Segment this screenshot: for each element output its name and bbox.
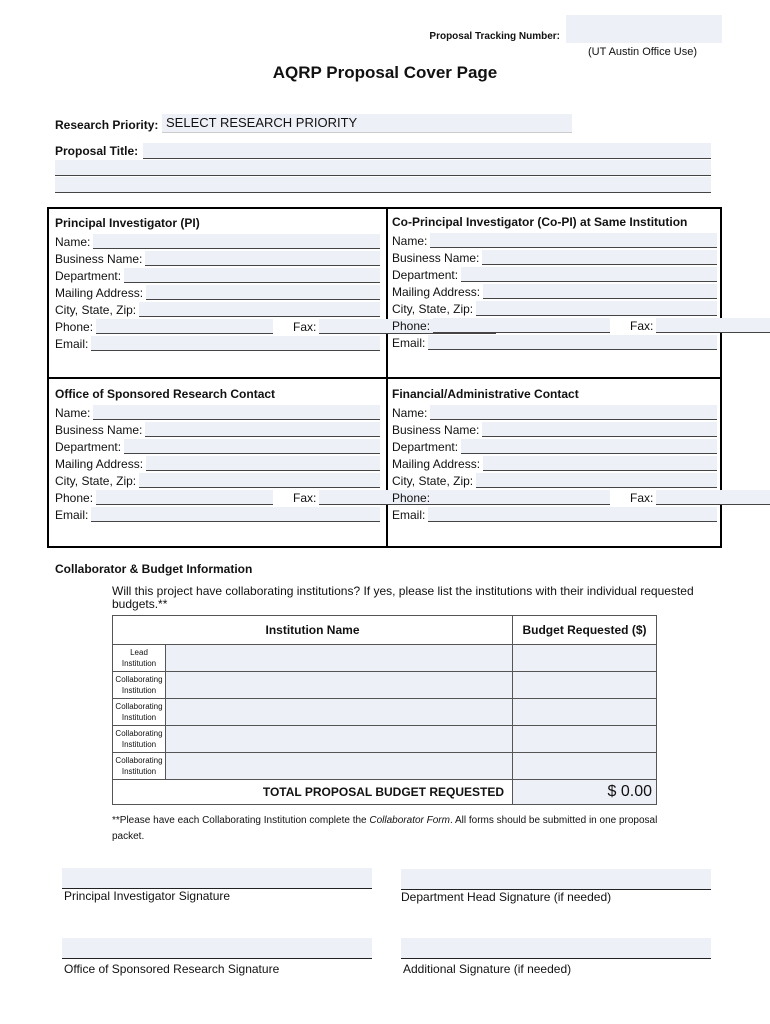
research-priority-select[interactable]: SELECT RESEARCH PRIORITY	[162, 114, 572, 133]
osr-signature-field[interactable]	[62, 938, 372, 958]
table-row	[113, 672, 657, 699]
dept-head-signature-label: Department Head Signature (if needed)	[401, 890, 612, 904]
fin-box	[392, 386, 717, 522]
fin-department-row	[392, 437, 717, 454]
osr-box-title: Office of Sponsored Research Contact	[55, 387, 276, 401]
pi-department-input[interactable]	[124, 268, 380, 283]
research-priority-label: Research Priority:	[55, 118, 159, 132]
institution-name-cell[interactable]	[166, 645, 513, 672]
table-row	[113, 726, 657, 753]
pi-email-row	[55, 334, 380, 351]
fin-business-label: Business Name:	[392, 423, 480, 437]
pi-business-row	[55, 249, 380, 266]
budget-cell[interactable]	[513, 699, 657, 726]
osr-business-label: Business Name:	[55, 423, 143, 437]
tracking-number-input[interactable]	[566, 15, 722, 43]
proposal-title-label: Proposal Title:	[55, 144, 139, 158]
pi-phone-label: Phone:	[55, 320, 94, 334]
copi-name-label: Name:	[392, 234, 428, 248]
fin-name-label: Name:	[392, 406, 428, 420]
fin-email-row	[392, 505, 717, 522]
budget-requested-header: Budget Requested ($)	[513, 616, 657, 645]
osr-city-row	[55, 471, 380, 488]
fin-phone-row	[392, 488, 717, 505]
copi-name-row	[392, 231, 717, 248]
osr-email-input[interactable]	[91, 507, 380, 522]
copi-phone-label: Phone:	[392, 319, 431, 333]
fin-email-input[interactable]	[428, 507, 717, 522]
pi-phone-input[interactable]	[96, 319, 273, 334]
institution-row-label: Collaborating Institution	[113, 726, 166, 753]
budget-cell[interactable]	[513, 726, 657, 753]
page-title: AQRP Proposal Cover Page	[272, 63, 498, 82]
fin-fax-input[interactable]	[656, 490, 770, 505]
pi-signature-label: Principal Investigator Signature	[64, 889, 231, 903]
osr-email-row	[55, 505, 380, 522]
contact-grid	[47, 207, 722, 548]
copi-email-label: Email:	[392, 336, 426, 350]
proposal-title-line-2[interactable]	[55, 160, 711, 176]
fin-address-label: Mailing Address:	[392, 457, 481, 471]
copi-department-input[interactable]	[461, 267, 717, 282]
pi-signature-field[interactable]	[62, 868, 372, 888]
fin-business-row	[392, 420, 717, 437]
total-budget-value: $ 0.00	[513, 780, 657, 805]
fin-city-row	[392, 471, 717, 488]
osr-box	[55, 386, 380, 522]
office-use-note: (UT Austin Office Use)	[588, 46, 698, 58]
additional-signature-field[interactable]	[401, 938, 711, 958]
institution-name-header: Institution Name	[113, 616, 513, 645]
copi-fax-label: Fax:	[630, 319, 654, 333]
pi-box	[55, 215, 380, 351]
additional-signature-label: Additional Signature (if needed)	[403, 962, 572, 976]
fin-city-label: City, State, Zip:	[392, 474, 474, 488]
fin-email-label: Email:	[392, 508, 426, 522]
pi-city-label: City, State, Zip:	[55, 303, 137, 317]
copi-business-input[interactable]	[482, 250, 717, 265]
osr-address-label: Mailing Address:	[55, 457, 144, 471]
additional-signature-line	[401, 958, 711, 959]
copi-address-input[interactable]	[483, 284, 717, 299]
proposal-title-line-3[interactable]	[55, 177, 711, 193]
table-row	[113, 753, 657, 780]
osr-phone-input[interactable]	[96, 490, 273, 505]
pi-name-row	[55, 232, 380, 249]
copi-name-input[interactable]	[430, 233, 717, 248]
grid-horizontal-divider	[49, 377, 720, 379]
pi-address-label: Mailing Address:	[55, 286, 144, 300]
copi-city-row	[392, 299, 717, 316]
osr-address-row	[55, 454, 380, 471]
institution-row-label: Collaborating Institution	[113, 672, 166, 699]
osr-department-row	[55, 437, 380, 454]
fin-address-input[interactable]	[483, 456, 717, 471]
total-row	[113, 780, 657, 805]
osr-name-input[interactable]	[93, 405, 380, 420]
fin-city-input[interactable]	[476, 473, 717, 488]
budget-header-row	[113, 616, 657, 645]
pi-department-label: Department:	[55, 269, 122, 283]
collaborator-heading: Collaborator & Budget Information	[55, 562, 253, 576]
pi-email-label: Email:	[55, 337, 89, 351]
osr-signature-label: Office of Sponsored Research Signature	[64, 962, 280, 976]
copi-address-label: Mailing Address:	[392, 285, 481, 299]
total-budget-label: TOTAL PROPOSAL BUDGET REQUESTED	[113, 780, 513, 805]
fin-address-row	[392, 454, 717, 471]
fin-department-input[interactable]	[461, 439, 717, 454]
institution-name-cell[interactable]	[166, 753, 513, 780]
copi-business-label: Business Name:	[392, 251, 480, 265]
dept-head-signature-field[interactable]	[401, 869, 711, 889]
osr-business-row	[55, 420, 380, 437]
osr-address-input[interactable]	[146, 456, 380, 471]
budget-cell[interactable]	[513, 645, 657, 672]
pi-box-title: Principal Investigator (PI)	[55, 216, 200, 230]
pi-business-input[interactable]	[145, 251, 380, 266]
footnote-text-after: . All forms should be submitted in one proposal packet.	[112, 815, 658, 842]
osr-signature-line	[62, 958, 372, 959]
copi-box-title: Co-Principal Investigator (Co-PI) at Same Institution	[392, 215, 688, 229]
copi-department-row	[392, 265, 717, 282]
institution-name-cell[interactable]	[166, 672, 513, 699]
copi-city-input[interactable]	[476, 301, 717, 316]
osr-email-label: Email:	[55, 508, 89, 522]
fin-name-row	[392, 403, 717, 420]
budget-cell[interactable]	[513, 753, 657, 780]
pi-phone-row	[55, 317, 380, 334]
pi-address-row	[55, 283, 380, 300]
osr-city-label: City, State, Zip:	[55, 474, 137, 488]
budget-cell[interactable]	[513, 672, 657, 699]
fin-business-input[interactable]	[482, 422, 717, 437]
footnote-text-before: **Please have each Collaborating Institution complete the	[112, 815, 370, 826]
copi-email-row	[392, 333, 717, 350]
institution-name-cell[interactable]	[166, 726, 513, 753]
budget-table	[112, 615, 657, 805]
copi-department-label: Department:	[392, 268, 459, 282]
copi-box	[392, 214, 717, 350]
pi-city-input[interactable]	[139, 302, 380, 317]
pi-fax-label: Fax:	[293, 320, 317, 334]
fin-phone-input[interactable]	[433, 490, 610, 505]
proposal-title-line-1[interactable]	[143, 143, 711, 159]
osr-phone-row	[55, 488, 380, 505]
institution-row-label: Lead Institution	[113, 645, 166, 672]
institution-row-label: Collaborating Institution	[113, 753, 166, 780]
pi-address-input[interactable]	[146, 285, 380, 300]
pi-business-label: Business Name:	[55, 252, 143, 266]
osr-city-input[interactable]	[139, 473, 380, 488]
fin-fax-label: Fax:	[630, 491, 654, 505]
copi-city-label: City, State, Zip:	[392, 302, 474, 316]
copi-phone-input[interactable]	[433, 318, 610, 333]
copi-address-row	[392, 282, 717, 299]
table-row	[113, 645, 657, 672]
fin-department-label: Department:	[392, 440, 459, 454]
pi-department-row	[55, 266, 380, 283]
pi-name-input[interactable]	[93, 234, 380, 249]
collaborator-question: Will this project have collaborating institutions? If yes, please list the institutions with their individual requested budgets.**	[112, 584, 694, 611]
fin-phone-label: Phone:	[392, 491, 431, 505]
osr-department-label: Department:	[55, 440, 122, 454]
osr-name-label: Name:	[55, 406, 91, 420]
institution-name-cell[interactable]	[166, 699, 513, 726]
osr-name-row	[55, 403, 380, 420]
osr-department-input[interactable]	[124, 439, 380, 454]
collaborator-form-name: Collaborator Form	[369, 815, 450, 826]
copi-phone-row	[392, 316, 717, 333]
copi-fax-input[interactable]	[656, 318, 770, 333]
fin-name-input[interactable]	[430, 405, 717, 420]
copi-business-row	[392, 248, 717, 265]
osr-phone-label: Phone:	[55, 491, 94, 505]
pi-city-row	[55, 300, 380, 317]
pi-email-input[interactable]	[91, 336, 380, 351]
collaborator-footnote	[112, 813, 672, 845]
osr-fax-label: Fax:	[293, 491, 317, 505]
institution-row-label: Collaborating Institution	[113, 699, 166, 726]
pi-name-label: Name:	[55, 235, 91, 249]
fin-box-title: Financial/Administrative Contact	[392, 387, 579, 401]
tracking-number-label: Proposal Tracking Number:	[429, 31, 560, 42]
copi-email-input[interactable]	[428, 335, 717, 350]
table-row	[113, 699, 657, 726]
osr-business-input[interactable]	[145, 422, 380, 437]
